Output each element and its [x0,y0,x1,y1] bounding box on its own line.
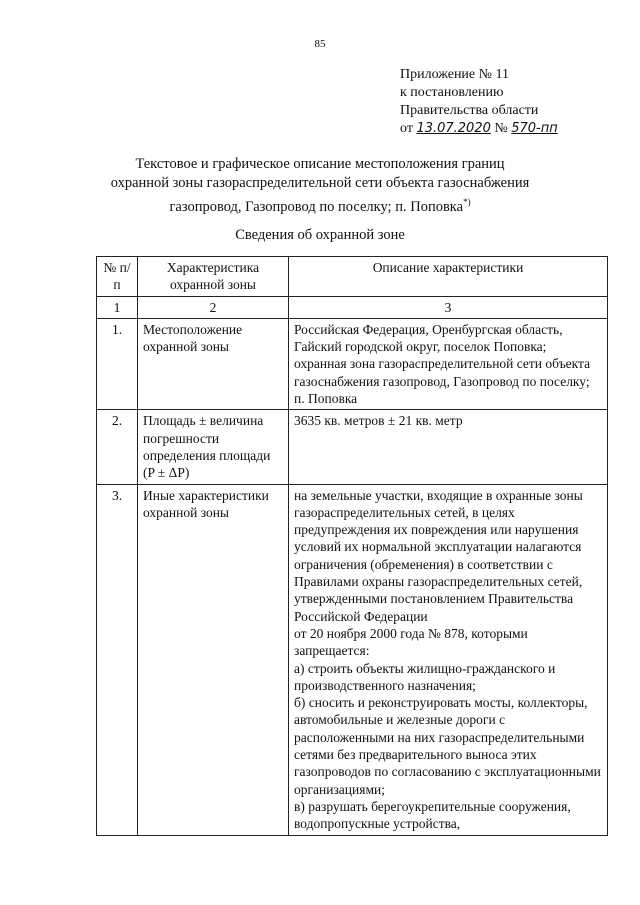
row-description [289,484,608,835]
number-value: 570-пп [511,121,558,136]
annex-line-2: к постановлению [400,85,504,100]
column-number: 1 [97,296,138,318]
row-characteristic: Иные характеристики охранной зоны [138,484,289,835]
header-characteristic: Характеристика охранной зоны [138,257,289,297]
annex-block [400,66,558,138]
title-line-3 [80,193,560,217]
number-prefix: № [494,121,508,136]
table-row [97,318,608,409]
header-description: Описание характеристики [289,257,608,297]
description-paragraph: а) строить объекты жилищно-гражданского и производственного назначения; [294,660,556,693]
document-title [80,155,560,217]
date-value: 13.07.2020 [416,121,491,136]
column-numbers-row [97,296,608,318]
row-description [289,318,608,409]
page-number: 85 [314,38,326,50]
title-line-2: охранной зоны газораспределительной сети объекта газоснабжения [110,175,530,191]
row-number: 3. [97,484,138,835]
header-number: № п/п [97,257,138,297]
date-prefix: от [400,121,413,136]
footnote-mark: *) [463,197,471,207]
row-number: 2. [97,410,138,484]
column-number: 2 [138,296,289,318]
section-subtitle: Сведения об охранной зоне [235,227,405,243]
title-line-3-text: газопровод, Газопровод по поселку; п. Поповка [169,198,464,215]
row-characteristic: Площадь ± величина погрешности определения площади (P ± ΔP) [138,410,289,484]
column-number: 3 [289,296,608,318]
annex-line-1: Приложение № 11 [400,67,509,82]
table-header-row [97,257,608,297]
description-paragraph: в) разрушать берегоукрепительные сооружения, водопропускные устройства, [294,798,571,832]
table-row [97,484,608,835]
description-paragraph: от 20 ноября 2000 года № 878, которыми запрещается: [294,625,528,659]
row-description [289,410,608,484]
annex-line-3: Правительства области [400,103,539,118]
description-paragraph: 3635 кв. метров ± 21 кв. метр [294,413,463,429]
row-characteristic: Местоположение охранной зоны [138,318,289,409]
description-paragraph: б) сносить и реконструировать мосты, коллекторы, автомобильные и железные дороги с расположенными на них газораспределительными сетями без предварительного выноса этих газопроводов по согласованию с эксплуатационными организациями; [294,695,601,797]
annex-date-line [400,120,558,138]
row-number: 1. [97,318,138,409]
table-row [97,410,608,484]
description-paragraph: на земельные участки, входящие в охранные зоны газораспределительных сетей, в целях предупреждения их повреждения или нарушения условий их нормальной эксплуатации налагаются ограничения (обременения) в соответствии с Правилами охраны газораспределительных сетей, утвержденными постановлением Правительства Российской Федерации [294,487,583,624]
title-line-1: Текстовое и графическое описание местоположения границ [135,156,505,172]
zone-table [96,256,608,836]
description-paragraph: Российская Федерация, Оренбургская область, Гайский городской округ, поселок Поповка; охранная зона газораспределительной сети объекта газоснабжения газопровод, Газопровод по поселку; п. Поповка [294,321,591,407]
